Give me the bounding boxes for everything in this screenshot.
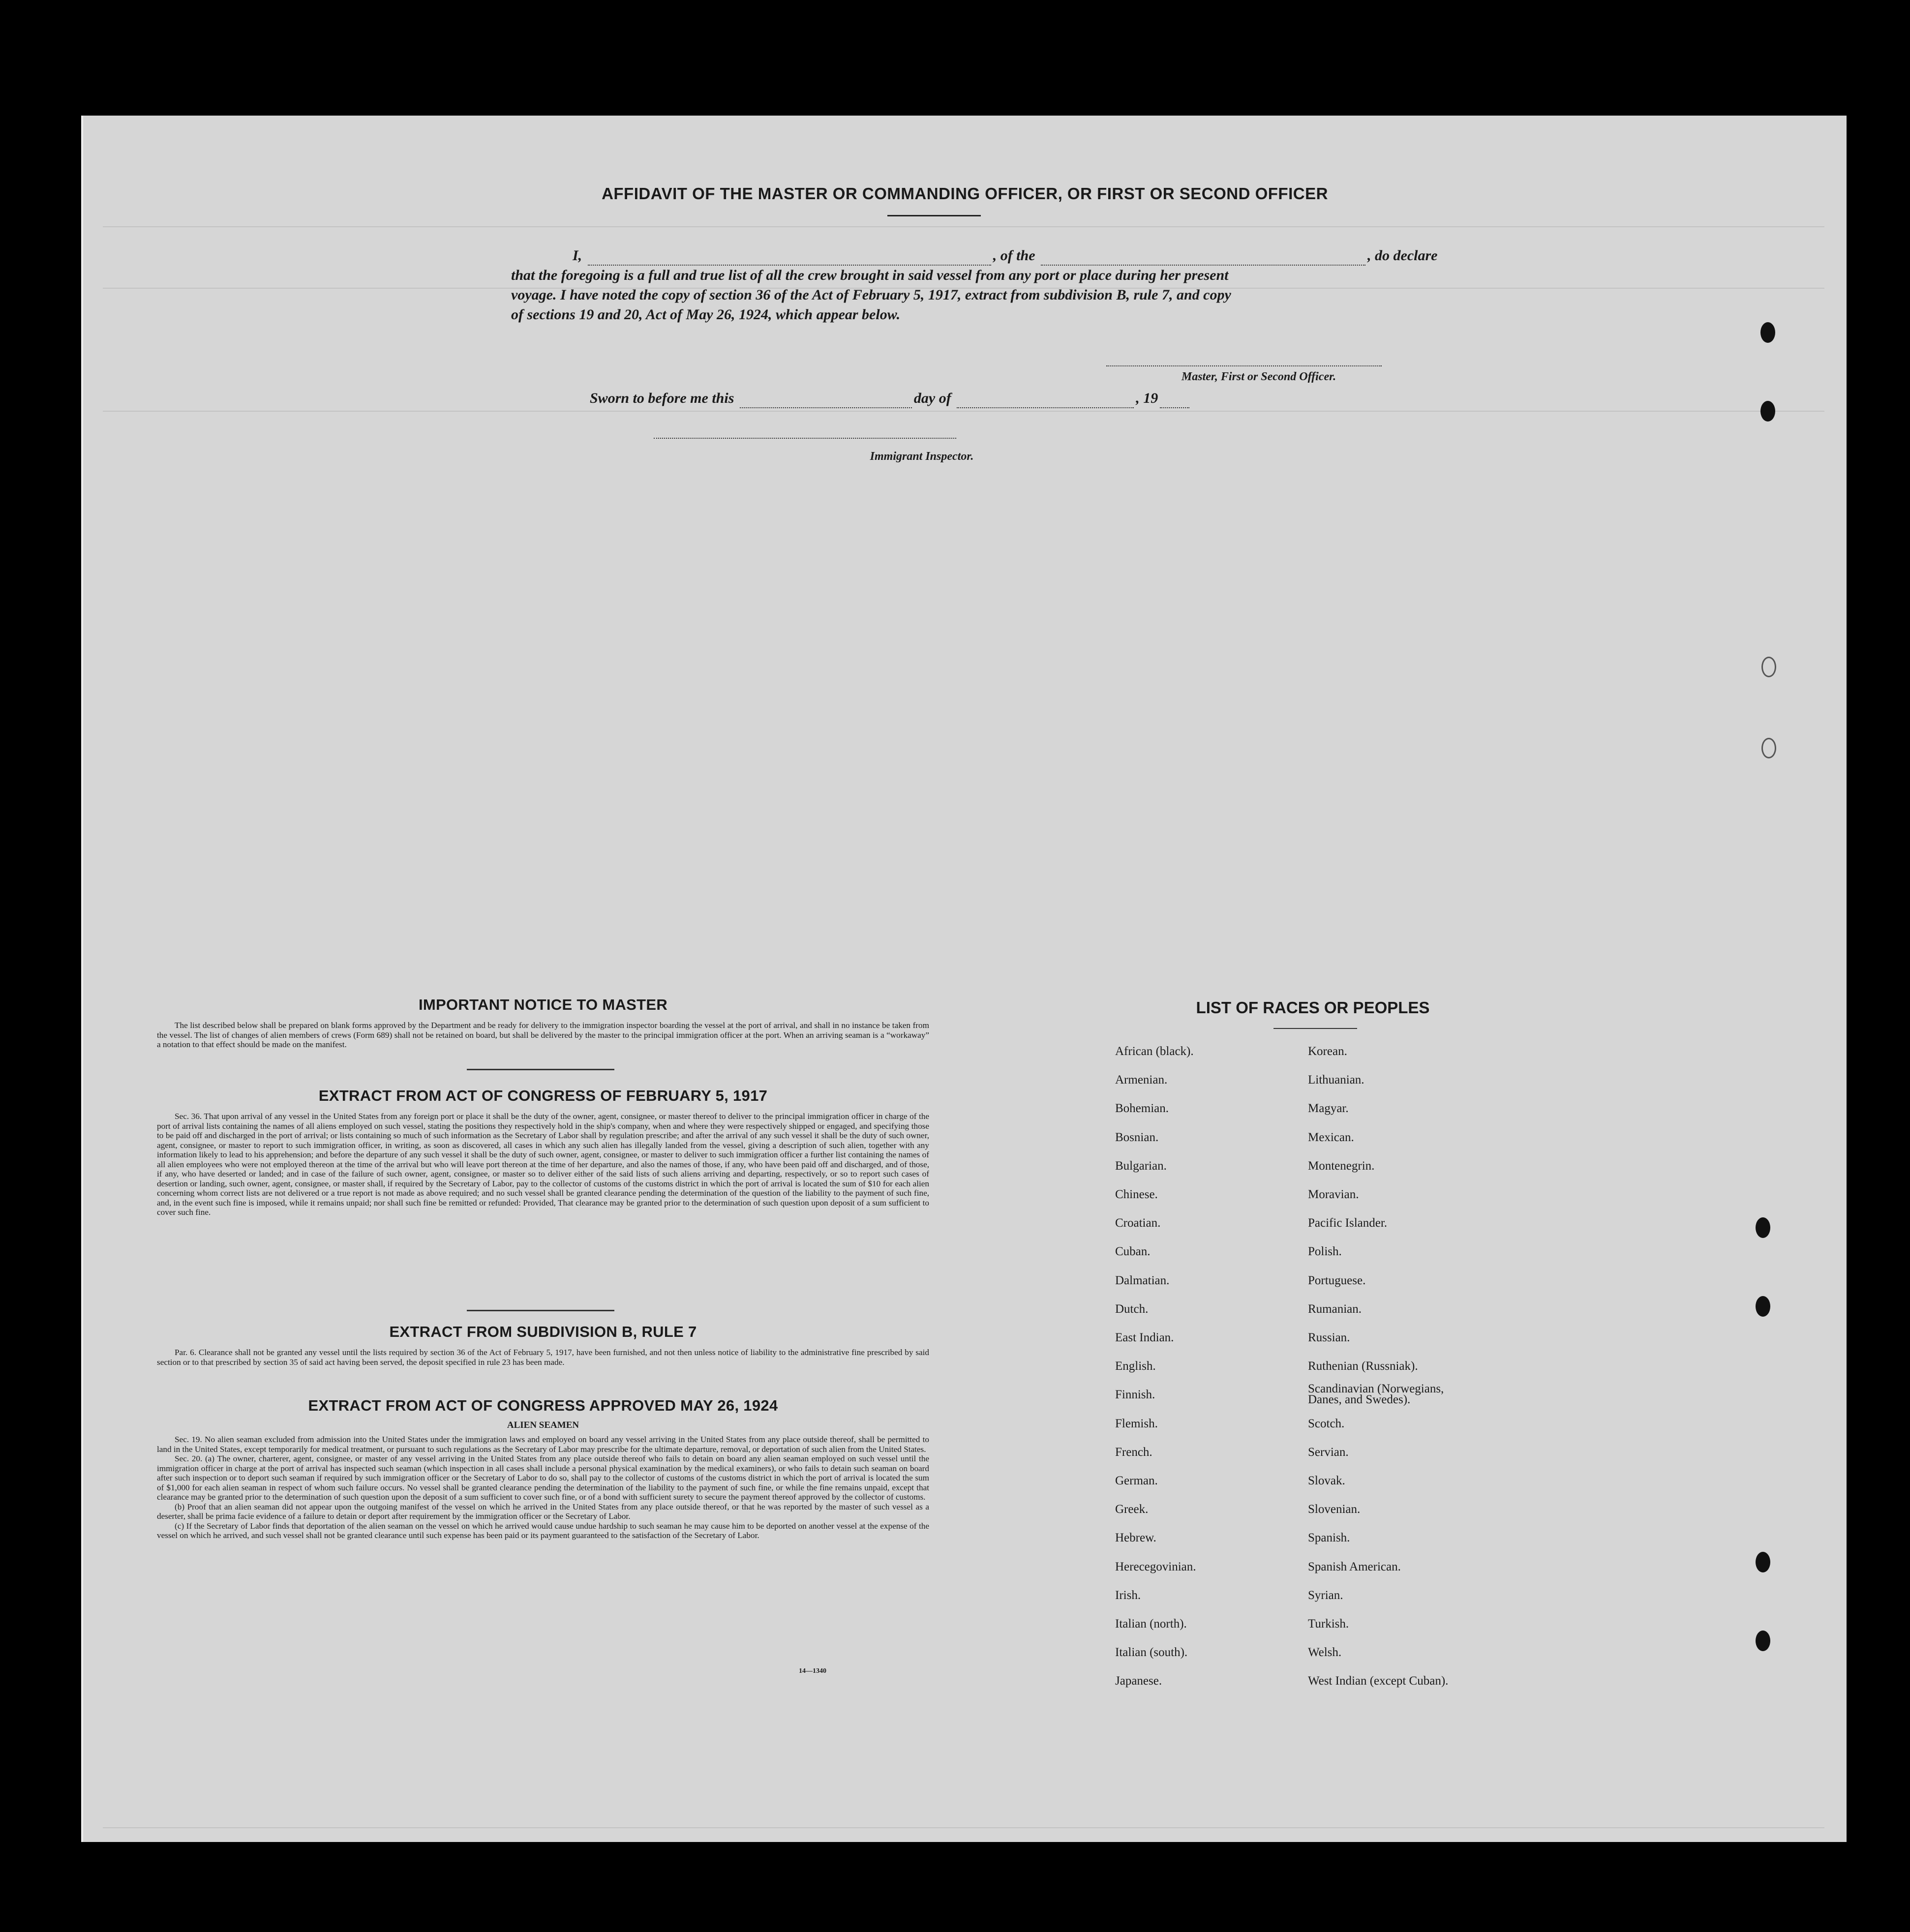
- binder-hole: [1760, 401, 1775, 422]
- race-list-item: Rumanian.: [1308, 1302, 1362, 1316]
- race-list-item: Dutch.: [1115, 1302, 1149, 1316]
- race-list-item: Ruthenian (Russniak).: [1308, 1359, 1418, 1373]
- race-list-item: Chinese.: [1115, 1188, 1158, 1201]
- vessel-field[interactable]: [1041, 252, 1365, 266]
- extract-1924-text: [157, 1435, 929, 1540]
- race-list-item: Slovenian.: [1308, 1503, 1361, 1516]
- race-list-item: Scandinavian (Norwegians, Danes, and Swedes).: [1308, 1382, 1444, 1406]
- race-list-item: Cuban.: [1115, 1245, 1151, 1258]
- section-divider: [467, 1310, 614, 1311]
- race-list-item: Montenegrin.: [1308, 1159, 1375, 1173]
- race-list-item: Magyar.: [1308, 1102, 1349, 1115]
- race-list-item: Lithuanian.: [1308, 1073, 1364, 1087]
- race-list-item: Flemish.: [1115, 1417, 1158, 1430]
- notice-text: [157, 1021, 929, 1050]
- race-list-item: East Indian.: [1115, 1331, 1174, 1344]
- race-list-item: Dalmatian.: [1115, 1274, 1170, 1287]
- race-list-item: Spanish American.: [1308, 1560, 1401, 1573]
- affidavit-body: [511, 246, 1519, 325]
- race-list-item: Bosnian.: [1115, 1131, 1159, 1144]
- sworn-label: Sworn to before me this: [590, 390, 734, 406]
- bleed-through-line: [103, 226, 1824, 227]
- binder-hole: [1756, 1217, 1770, 1238]
- sec-20c-paragraph: (c) If the Secretary of Labor finds that deportation of the alien seaman on the vessel on which he arrived would cause undue hardship to such seaman he may cause him to be deported on another vessel at the expense of the vessel on which he arrived, and such vessel shall not be granted clearance until such expense has been paid or its payment guaranteed to the satisfaction of the Secretary of Labor.: [157, 1521, 929, 1540]
- notice-paragraph: The list described below shall be prepared on blank forms approved by the Department and be ready for delivery to the immigration inspector boarding the vessel at the port of arrival, and shall in no instance be taken from the vessel. The list of changes of alien members of crews (Form 689) shall not be retained on board, but shall be delivered by the master to the principal immigration officer at the port. When an arriving seaman is a “workaway” a notation to that effect should be made on the manifest.: [157, 1021, 929, 1049]
- race-list-item: West Indian (except Cuban).: [1308, 1674, 1449, 1688]
- extract-1917-paragraph: Sec. 36. That upon arrival of any vessel in the United States from any foreign port or place it shall be the duty of the owner, agent, consignee, or master thereof to deliver to the principal immigration officer in charge of the port of arrival lists containing the names of all aliens employed on such vessel, stating the positions they respectively hold in the ship's company, when and where they were respectively shipped or engaged, and specifying those to be paid off and discharged in the port of arrival; or lists containing so much of such information as the Secretary of Labor shall by regulation prescribe; and after the arrival of any such vessel it shall be the duty of such owner, agent, consignee, or master to report to such immigration officer, in writing, as soon as discovered, all cases in which any such alien has illegally landed from the vessel, giving a description of such alien, together with any information likely to lead to his apprehension; and before the departure of any such vessel it shall be the duty of such owner, agent, consignee, or master to deliver to such immigration officer a further list containing the names of all alien employees who were not employed thereon at the time of the arrival but who will leave port thereon at the time of her departure, and also the names of those, if any, who have been paid off and discharged, and of those, if any, who have deserted or landed; and in case of the failure of such owner, agent, consignee, or master so to deliver either of the said lists of such aliens arriving and departing, respectively, or so to report such cases of desertion or landing, such owner, agent, consignee, or master shall, if required by the Secretary of Labor, pay to the collector of customs of the customs district in which the port of arrival is located the sum of $10 for each alien concerning whom correct lists are not delivered or a true report is not made as above required; and no such vessel shall be granted clearance pending the determination of the question of the liability to the payment of such fine, and, in the event such fine is imposed, while it remains unpaid; nor shall such fine be remitted or refunded: Provided, That clearance may be granted prior to the determination of such question upon deposit of a sum sufficient to cover such fine.: [157, 1112, 929, 1217]
- affidavit-line-3: voyage. I have noted the copy of section 36 of the Act of February 5, 1917, extract from subdivision B, rule 7, and copy: [511, 287, 1231, 303]
- race-list-item: Korean.: [1308, 1045, 1347, 1058]
- sec-20a-paragraph: Sec. 20. (a) The owner, charterer, agent, consignee, or master of any vessel arriving in the United States from any place outside thereof who fails to detain on board any alien seaman employed on such vessel until the immigration officer in charge at the port of arrival has inspected such seaman (which inspection in all cases shall include a personal physical examination by the medical examiners), or who fails to detain such seaman on board after such inspection or to deport such seaman if required by such immigration officer or the Secretary of Labor to do so, shall pay to the collector of customs of the customs district in which the port of arrival is located the sum of $1,000 for each alien seaman in respect of whom such failure occurs. No vessel shall be granted clearance pending the determination of the liability to the payment of such fine, or while the fine remains unpaid, except that clearance may be granted prior to the determination of such question upon the deposit of a sum sufficient to cover such fine, or of a bond with sufficient surety to secure the payment thereof approved by the collector of customs.: [157, 1454, 929, 1502]
- section-divider: [467, 1069, 614, 1070]
- race-list-item: Moravian.: [1308, 1188, 1359, 1201]
- notice-title: IMPORTANT NOTICE TO MASTER: [418, 996, 668, 1013]
- inspector-signature-line[interactable]: [654, 438, 956, 439]
- race-list-item: Portuguese.: [1308, 1274, 1366, 1287]
- of-the-label: , of the: [993, 247, 1035, 264]
- bleed-through-line: [103, 411, 1824, 412]
- bleed-through-line: [103, 1827, 1824, 1828]
- race-list-item: English.: [1115, 1359, 1156, 1373]
- races-title: LIST OF RACES OR PEOPLES: [1196, 998, 1430, 1017]
- race-list-item: Japanese.: [1115, 1674, 1162, 1688]
- title-underline: [887, 215, 981, 216]
- extract-1924-title: EXTRACT FROM ACT OF CONGRESS APPROVED MAY 26, 1924: [308, 1397, 778, 1414]
- sec-19-paragraph: Sec. 19. No alien seaman excluded from admission into the United States under the immigration laws and employed on board any vessel arriving in the United States from any place outside thereof, shall be permitted to land in the United States, except temporarily for medical treatment, or pursuant to such regulations as the Secretary of Labor may prescribe for the ultimate departure, removal, or deportation of such alien from the United States.: [157, 1435, 929, 1454]
- document-sheet: [81, 116, 1847, 1842]
- declare-label: , do declare: [1367, 247, 1438, 264]
- race-list-item: Welsh.: [1308, 1646, 1342, 1659]
- race-list-item: Mexican.: [1308, 1131, 1354, 1144]
- race-list-item: Pacific Islander.: [1308, 1216, 1388, 1230]
- affidavit-line-1: [511, 246, 1519, 266]
- affidavit-title: AFFIDAVIT OF THE MASTER OR COMMANDING OFFICER, OR FIRST OR SECOND OFFICER: [602, 184, 1328, 203]
- form-number: 14—1340: [799, 1667, 826, 1675]
- binder-hole: [1761, 657, 1776, 677]
- master-signature-line[interactable]: [1106, 365, 1382, 366]
- binder-hole: [1756, 1552, 1770, 1572]
- alien-seamen-subtitle: ALIEN SEAMEN: [507, 1420, 579, 1430]
- race-list-item: Slovak.: [1308, 1474, 1345, 1487]
- race-list-item: Servian.: [1308, 1446, 1349, 1459]
- sworn-month-field[interactable]: [957, 394, 1134, 408]
- race-list-item: Bohemian.: [1115, 1102, 1169, 1115]
- races-right-column: [1308, 1045, 1554, 1808]
- year-label: , 19: [1136, 390, 1158, 406]
- race-list-item: Armenian.: [1115, 1073, 1168, 1087]
- name-field[interactable]: [588, 252, 991, 266]
- race-list-item: French.: [1115, 1446, 1152, 1459]
- extract-1917-title: EXTRACT FROM ACT OF CONGRESS OF FEBRUARY 5, 1917: [318, 1087, 768, 1104]
- affidavit-line-4: of sections 19 and 20, Act of May 26, 1924, which appear below.: [511, 306, 901, 323]
- i-label: I,: [573, 247, 582, 264]
- extract-1917-text: [157, 1112, 929, 1217]
- sworn-line: [590, 389, 1328, 408]
- binder-hole: [1760, 322, 1775, 343]
- affidavit-line-2: that the foregoing is a full and true list of all the crew brought in said vessel from any port or place during her present: [511, 267, 1229, 283]
- races-title-underline: [1273, 1028, 1357, 1029]
- rule-7-paragraph: Par. 6. Clearance shall not be granted any vessel until the lists required by section 36 of the Act of February 5, 1917, have been furnished, and not then unless notice of liability to the administrative fine prescribed by said section or to that prescribed by section 35 of said act having been served, the deposit specified in rule 23 has been made.: [157, 1348, 929, 1367]
- binder-hole: [1756, 1630, 1770, 1651]
- sworn-year-field[interactable]: [1160, 394, 1189, 408]
- race-list-item: Hebrew.: [1115, 1531, 1156, 1544]
- race-list-item: Polish.: [1308, 1245, 1342, 1258]
- race-list-item: Croatian.: [1115, 1216, 1161, 1230]
- binder-hole: [1761, 738, 1776, 758]
- race-list-item: Italian (north).: [1115, 1617, 1187, 1630]
- inspector-caption: Immigrant Inspector.: [870, 450, 974, 463]
- races-left-column: [1115, 1045, 1312, 1808]
- race-list-item: African (black).: [1115, 1045, 1194, 1058]
- race-list-item: Bulgarian.: [1115, 1159, 1167, 1173]
- race-list-item: Spanish.: [1308, 1531, 1350, 1544]
- race-list-item: Syrian.: [1308, 1589, 1343, 1602]
- day-of-label: day of: [913, 390, 951, 406]
- rule-7-text: [157, 1348, 929, 1367]
- race-list-item: Finnish.: [1115, 1388, 1155, 1401]
- race-list-item: Herecegovinian.: [1115, 1560, 1196, 1573]
- race-list-item: Russian.: [1308, 1331, 1350, 1344]
- race-list-item: Turkish.: [1308, 1617, 1349, 1630]
- race-list-item: Greek.: [1115, 1503, 1149, 1516]
- master-caption: Master, First or Second Officer.: [1181, 370, 1336, 383]
- sec-20b-paragraph: (b) Proof that an alien seaman did not appear upon the outgoing manifest of the vessel on which he arrived in the United States from any place outside thereof, or that he was reported by the master of such vessel as a deserter, shall be prima facie evidence of a failure to detain or deport after requirement by the immigration officer or the Secretary of Labor.: [157, 1502, 929, 1521]
- race-list-item: Italian (south).: [1115, 1646, 1188, 1659]
- rule-7-title: EXTRACT FROM SUBDIVISION B, RULE 7: [389, 1323, 697, 1340]
- race-list-item: German.: [1115, 1474, 1158, 1487]
- sworn-day-field[interactable]: [740, 394, 912, 408]
- race-list-item: Scotch.: [1308, 1417, 1345, 1430]
- race-list-item: Irish.: [1115, 1589, 1141, 1602]
- binder-hole: [1756, 1296, 1770, 1317]
